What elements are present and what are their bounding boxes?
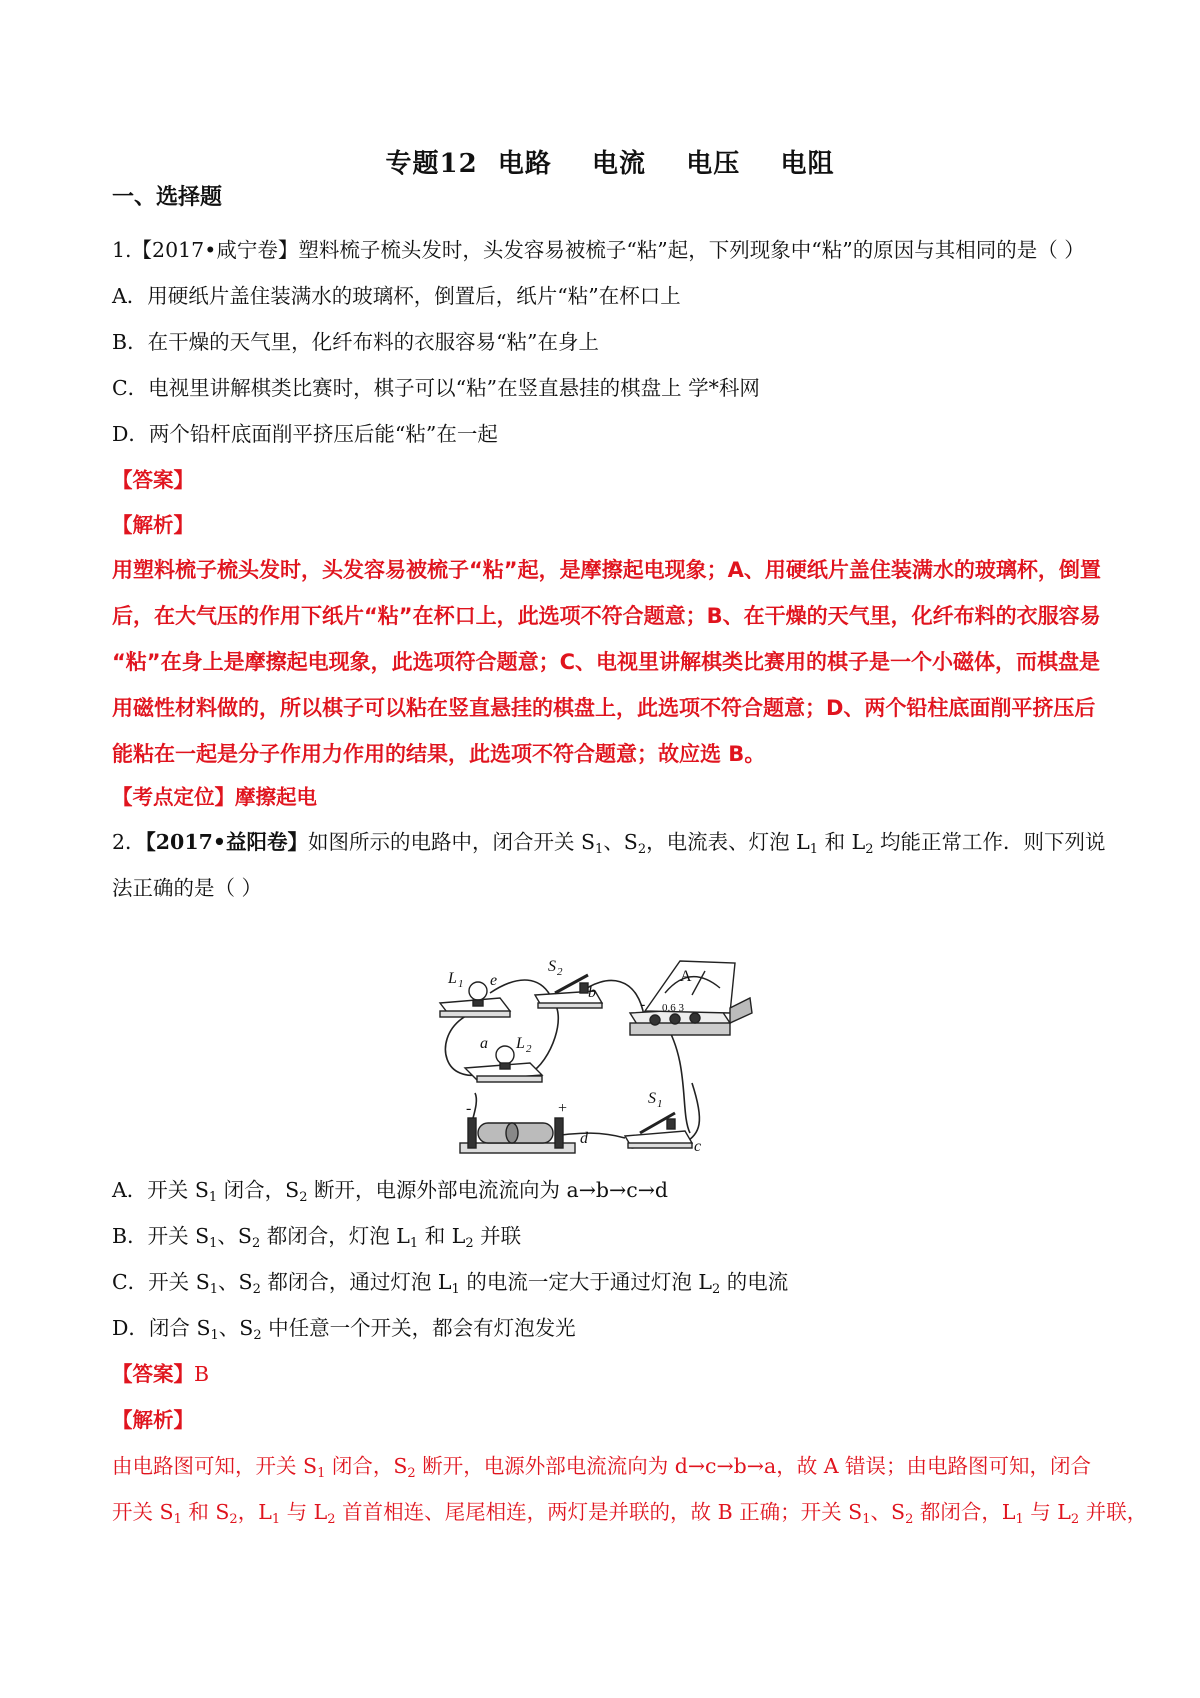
text: 闭合，S	[325, 1454, 408, 1478]
text: 并联	[473, 1224, 522, 1248]
label-a: a	[480, 1035, 488, 1052]
subscript: 2	[711, 1282, 721, 1297]
q2-source: 【2017•益阳卷】	[145, 830, 308, 854]
kaodian-value: 摩擦起电	[235, 785, 317, 809]
text: 闭合，S	[217, 1178, 300, 1202]
label-ammeter: A	[680, 968, 692, 985]
subscript: 1	[862, 1512, 871, 1527]
text: 和 S	[181, 1500, 230, 1524]
q2-analysis-line	[112, 1451, 1091, 1481]
label-scale: 0.6 3	[662, 1002, 684, 1014]
subscript: 1	[595, 842, 604, 857]
subscript: 1	[210, 1328, 219, 1343]
subscript: 1	[1015, 1512, 1024, 1527]
text: 、S	[218, 1270, 253, 1294]
label-d: d	[580, 1130, 588, 1147]
label-l1-sub: 1	[458, 978, 464, 990]
text: 开关 S	[112, 1500, 174, 1524]
text: 的电流	[720, 1270, 789, 1294]
answer-value: B	[194, 1362, 210, 1386]
q2-stem-text: 和 L	[818, 830, 866, 854]
q2-stem-text: 、S	[603, 830, 638, 854]
subscript: 2	[465, 1236, 474, 1251]
section-heading: 一、选择题	[112, 184, 223, 210]
subscript: 2	[251, 1236, 261, 1251]
text: 中任意一个开关，都会有灯泡发光	[261, 1316, 576, 1340]
kaodian-label: 【考点定位】	[112, 785, 235, 809]
q1-analysis-line: 用塑料梳子梳头发时，头发容易被梳子“粘”起，是摩擦起电现象；A、用硬纸片盖住装满水的玻璃杯，倒置	[112, 558, 1101, 582]
text: 、S	[218, 1316, 254, 1340]
text: A．开关 S	[112, 1178, 209, 1202]
q2-analysis-line	[112, 1497, 1147, 1527]
text: 、S	[217, 1224, 252, 1248]
label-battery-plus: +	[558, 1100, 568, 1117]
q2-stem-text: 均能正常工作．则下列说	[873, 830, 1106, 854]
q2-option-c	[112, 1267, 788, 1297]
wire	[560, 1133, 625, 1138]
q2-analysis-label: 【解析】	[112, 1408, 194, 1432]
q1-option-b: B．在干燥的天气里，化纤布料的衣服容易“粘”在身上	[112, 330, 600, 354]
subscript: 2	[253, 1328, 262, 1343]
text: 并联，	[1079, 1500, 1148, 1524]
q1-analysis-label: 【解析】	[112, 513, 194, 537]
battery	[460, 1118, 575, 1153]
label-s1-sub: 1	[657, 1098, 663, 1110]
subscript: 1	[173, 1512, 182, 1527]
q1-answer-label: 【答案】	[112, 468, 194, 492]
switch-s1	[625, 1113, 692, 1148]
label-e: e	[490, 972, 498, 989]
text: 由电路图可知，开关 S	[112, 1454, 318, 1478]
circuit-diagram	[430, 953, 770, 1163]
subscript: 2	[229, 1512, 238, 1527]
subscript: 2	[299, 1190, 308, 1205]
text: 都闭合，通过灯泡 L	[260, 1270, 452, 1294]
text: 与 L	[1023, 1500, 1071, 1524]
subscript: 2	[905, 1512, 914, 1527]
wire	[490, 980, 550, 995]
text: ，L	[237, 1500, 272, 1524]
q1-analysis-line: 用磁性材料做的，所以棋子可以粘在竖直悬挂的棋盘上，此选项不符合题意；D、两个铅柱底面削平挤压后	[112, 696, 1096, 720]
page-title: 专题12 电路 电流 电压 电阻	[385, 149, 835, 179]
text: B．开关 S	[112, 1224, 210, 1248]
answer-label: 【答案】	[112, 1362, 194, 1386]
q1-stem: 1.【2017•咸宁卷】塑料梳子梳头发时，头发容易被梳子“粘”起，下列现象中“粘”的原因与其相同的是（ ）	[112, 238, 1085, 262]
q1-analysis-line: “粘”在身上是摩擦起电现象，此选项符合题意；C、电视里讲解棋类比赛用的棋子是一个小磁体，而棋盘是	[112, 650, 1101, 674]
wire	[530, 998, 558, 1073]
text: C．开关 S	[112, 1270, 210, 1294]
q1-option-c: C．电视里讲解棋类比赛时，棋子可以“粘”在竖直悬挂的棋盘上 学*科网	[112, 376, 760, 400]
subscript: 1	[317, 1466, 326, 1481]
q2-option-b	[112, 1221, 521, 1251]
q2-stem	[112, 827, 1106, 857]
q1-option-d: D．两个铅杆底面削平挤压后能“粘”在一起	[112, 422, 498, 446]
text: 断开，电源外部电流流向为 a→b→c→d	[307, 1178, 669, 1202]
q2-stem-line2: 法正确的是（ ）	[112, 876, 263, 900]
label-l1: L	[448, 970, 457, 987]
text: 断开，电源外部电流流向为 d→c→b→a，故 A 错误；由电路图可知，闭合	[415, 1454, 1092, 1478]
subscript: 2	[637, 842, 647, 857]
label-l2-sub: 2	[526, 1043, 532, 1055]
label-s2: S	[548, 958, 556, 975]
text: 、S	[870, 1500, 906, 1524]
text: 都闭合，L	[913, 1500, 1016, 1524]
subscript: 1	[209, 1236, 218, 1251]
q2-number: 2．	[112, 830, 146, 854]
subscript: 1	[209, 1282, 219, 1297]
subscript: 1	[809, 842, 819, 857]
label-battery-minus: -	[466, 1100, 472, 1117]
text: 的电流一定大于通过灯泡 L	[459, 1270, 712, 1294]
subscript: 1	[409, 1236, 419, 1251]
q2-stem-text: 如图所示的电路中，闭合开关 S	[307, 830, 596, 854]
q2-option-a	[112, 1175, 668, 1205]
q1-option-a: A．用硬纸片盖住装满水的玻璃杯，倒置后，纸片“粘”在杯口上	[112, 284, 681, 308]
q1-analysis-line: 后，在大气压的作用下纸片“粘”在杯口上，此选项不符合题意；B、在干燥的天气里，化纤布料的衣服容易	[112, 604, 1101, 628]
label-l2: L	[516, 1035, 525, 1052]
label-minus: -	[640, 996, 646, 1013]
q2-stem-text: ，电流表、灯泡 L	[646, 830, 810, 854]
text: 与 L	[280, 1500, 328, 1524]
text: 和 L	[418, 1224, 466, 1248]
subscript: 1	[208, 1190, 218, 1205]
label-s1: S	[648, 1090, 656, 1107]
q1-kaodian	[112, 782, 317, 812]
text: 都闭合，灯泡 L	[260, 1224, 410, 1248]
label-b: b	[588, 984, 596, 1001]
text: 首首相连、尾尾相连，两灯是并联的，故 B 正确；开关 S	[335, 1500, 863, 1524]
subscript: 2	[407, 1466, 416, 1481]
text: D．闭合 S	[112, 1316, 211, 1340]
q1-analysis-line: 能粘在一起是分子作用力作用的结果，此选项不符合题意；故应选 B。	[112, 742, 766, 766]
subscript: 2	[252, 1282, 261, 1297]
label-s2-sub: 2	[557, 966, 563, 978]
subscript: 1	[451, 1282, 460, 1297]
subscript: 2	[1070, 1512, 1080, 1527]
q2-option-d	[112, 1313, 576, 1343]
subscript: 1	[271, 1512, 281, 1527]
subscript: 2	[327, 1512, 336, 1527]
subscript: 2	[865, 842, 874, 857]
q2-answer	[112, 1359, 209, 1389]
label-c: c	[694, 1138, 702, 1155]
